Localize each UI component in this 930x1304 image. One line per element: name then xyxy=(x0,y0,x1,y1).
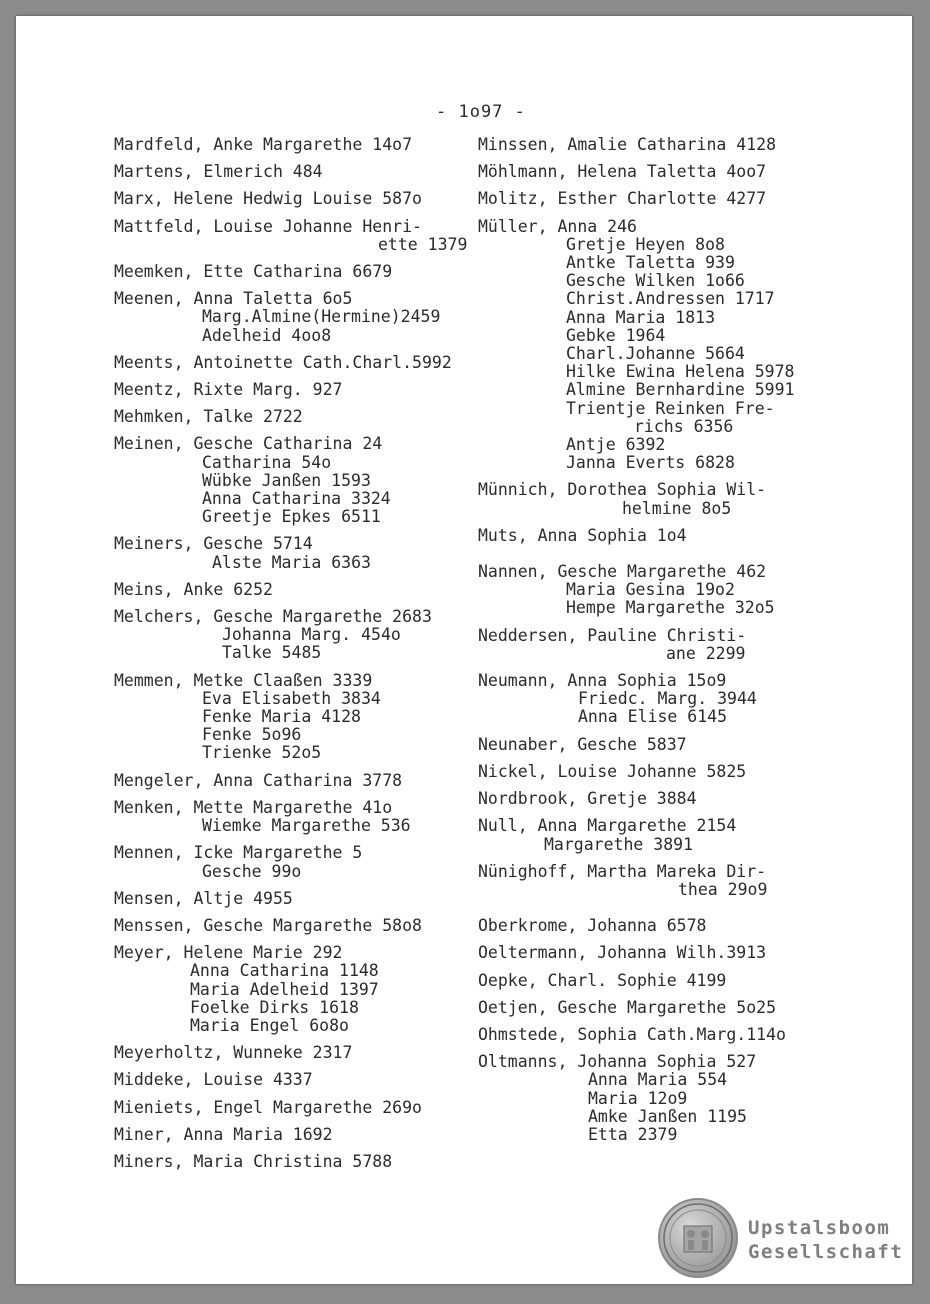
register-entry xyxy=(478,563,838,618)
entry-surname-line: Meenen, Anna Taletta 6o5 xyxy=(114,289,353,309)
entry-surname-line: Mattfeld, Louise Johanne Henri- xyxy=(114,216,422,236)
register-entry xyxy=(114,581,474,599)
entry-surname-line: Meents, Antoinette Cath.Charl.5992 xyxy=(114,352,452,372)
entry-surname-line: Minssen, Amalie Catharina 4128 xyxy=(478,135,777,154)
society-seal-icon xyxy=(658,1198,738,1278)
register-entry xyxy=(114,1126,474,1144)
register-entry xyxy=(478,863,838,899)
entry-continuation-line: Margarethe 3891 xyxy=(544,834,694,854)
entry-continuation-line: Christ.Andressen 1717 xyxy=(566,289,775,309)
entry-surname-line: Oepke, Charl. Sophie 4199 xyxy=(478,970,727,990)
entry-continuation-line: Hilke Ewina Helena 5978 xyxy=(566,362,795,382)
entry-surname-line: Meentz, Rixte Marg. 927 xyxy=(114,380,343,400)
register-entry xyxy=(114,408,474,426)
entry-surname-line: Marx, Helene Hedwig Louise 587o xyxy=(114,189,422,209)
register-entry xyxy=(478,481,838,517)
entry-continuation-line: Marg.Almine(Hermine)2459 xyxy=(202,307,441,327)
register-entry xyxy=(478,1026,838,1044)
register-entry xyxy=(478,736,838,754)
register-entry xyxy=(478,817,838,853)
entry-surname-line: Martens, Elmerich 484 xyxy=(114,162,323,182)
register-entry xyxy=(114,163,474,181)
entry-continuation-line: Fenke Maria 4128 xyxy=(202,707,361,727)
register-entry xyxy=(114,136,474,154)
register-entry xyxy=(114,944,474,1035)
entry-surname-line: Möhlmann, Helena Taletta 4oo7 xyxy=(478,162,767,182)
register-entry xyxy=(114,263,474,281)
register-entry xyxy=(114,535,474,571)
entry-surname-line: Mehmken, Talke 2722 xyxy=(114,407,303,427)
entry-continuation-line: Catharina 54o xyxy=(202,452,332,472)
register-entry xyxy=(114,799,474,835)
entry-surname-line: Meemken, Ette Catharina 6679 xyxy=(114,262,393,282)
entry-continuation-line: Wübke Janßen 1593 xyxy=(202,470,371,490)
entry-surname-line: Mennen, Icke Margarethe 5 xyxy=(114,843,363,863)
register-entry xyxy=(478,763,838,781)
entry-surname-line: Meyer, Helene Marie 292 xyxy=(114,943,343,963)
register-entry xyxy=(114,435,474,526)
entry-surname-line: Müller, Anna 246 xyxy=(478,216,637,236)
register-entry xyxy=(478,163,838,181)
register-column-left xyxy=(114,136,474,1180)
entry-surname-line: Molitz, Esther Charlotte 4277 xyxy=(478,189,767,209)
entry-continuation-line: Gebke 1964 xyxy=(566,325,666,345)
register-entry xyxy=(114,1071,474,1089)
entry-continuation-line: Foelke Dirks 1618 xyxy=(190,997,359,1017)
register-entry xyxy=(114,1044,474,1062)
entry-continuation-line: Gesche 99o xyxy=(202,861,302,881)
entry-continuation-line: Maria 12o9 xyxy=(588,1088,688,1108)
brand-line-2: Gesellschaft xyxy=(748,1241,904,1263)
register-entry xyxy=(478,917,838,935)
entry-surname-line: Memmen, Metke Claaßen 3339 xyxy=(114,670,373,690)
entry-surname-line: Miner, Anna Maria 1692 xyxy=(114,1124,333,1144)
entry-continuation-line: Johanna Marg. 454o xyxy=(222,625,401,645)
entry-continuation-line: Anna Catharina 3324 xyxy=(202,489,391,509)
entry-continuation-line: Wiemke Margarethe 536 xyxy=(202,816,411,836)
entry-continuation-line: thea 29o9 xyxy=(678,879,768,899)
entry-continuation-line: Trienke 52o5 xyxy=(202,743,322,763)
register-entry xyxy=(114,190,474,208)
register-entry xyxy=(114,354,474,372)
register-entry xyxy=(114,290,474,345)
entry-surname-line: Meins, Anke 6252 xyxy=(114,579,273,599)
entry-continuation-line: Etta 2379 xyxy=(588,1124,678,1144)
entry-surname-line: Neddersen, Pauline Christi- xyxy=(478,625,747,645)
entry-continuation-line: Greetje Epkes 6511 xyxy=(202,507,381,527)
register-entry xyxy=(114,844,474,880)
page-number: - 1o97 - xyxy=(436,102,526,122)
entry-surname-line: Nünighoff, Martha Mareka Dir- xyxy=(478,861,767,881)
entry-continuation-line: Eva Elisabeth 3834 xyxy=(202,688,381,708)
document-page xyxy=(16,16,912,1284)
register-entry xyxy=(114,608,474,663)
register-entry xyxy=(114,1099,474,1117)
register-entry xyxy=(114,381,474,399)
society-brand xyxy=(748,1216,903,1264)
entry-surname-line: Oetjen, Gesche Margarethe 5o25 xyxy=(478,997,777,1017)
entry-surname-line: Mardfeld, Anke Margarethe 14o7 xyxy=(114,135,413,154)
register-entry xyxy=(114,917,474,935)
entry-continuation-line: Almine Bernhardine 5991 xyxy=(566,380,795,400)
entry-continuation-line: Anna Maria 554 xyxy=(588,1070,728,1090)
entry-surname-line: Nickel, Louise Johanne 5825 xyxy=(478,761,747,781)
entry-continuation-line: Anna Maria 1813 xyxy=(566,307,716,327)
register-entry xyxy=(478,790,838,808)
entry-continuation-line: Talke 5485 xyxy=(222,643,322,663)
entry-continuation-line: Maria Adelheid 1397 xyxy=(190,979,379,999)
entry-surname-line: Nannen, Gesche Margarethe 462 xyxy=(478,562,767,582)
register-entry xyxy=(114,218,474,254)
entry-continuation-line: Anna Elise 6145 xyxy=(578,707,728,727)
entry-surname-line: Ohmstede, Sophia Cath.Marg.114o xyxy=(478,1024,786,1044)
entry-continuation-line: Amke Janßen 1195 xyxy=(588,1106,747,1126)
entry-surname-line: Null, Anna Margarethe 2154 xyxy=(478,816,737,836)
entry-surname-line: Mengeler, Anna Catharina 3778 xyxy=(114,770,403,790)
entry-surname-line: Muts, Anna Sophia 1o4 xyxy=(478,525,687,545)
entry-surname-line: Meinen, Gesche Catharina 24 xyxy=(114,434,383,454)
entry-continuation-line: Maria Gesina 19o2 xyxy=(566,580,735,600)
register-entry xyxy=(478,190,838,208)
register-entry xyxy=(478,672,838,727)
brand-line-1: Upstalsboom xyxy=(748,1217,891,1239)
register-entry xyxy=(478,1053,838,1144)
entry-surname-line: Neumann, Anna Sophia 15o9 xyxy=(478,671,727,691)
entry-continuation-line: Fenke 5o96 xyxy=(202,725,302,745)
entry-continuation-line: Adelheid 4oo8 xyxy=(202,325,332,345)
entry-surname-line: Mensen, Altje 4955 xyxy=(114,888,293,908)
register-column-right xyxy=(478,136,838,1153)
entry-continuation-line: Charl.Johanne 5664 xyxy=(566,344,745,364)
entry-surname-line: Menken, Mette Margarethe 41o xyxy=(114,797,393,817)
entry-surname-line: Melchers, Gesche Margarethe 2683 xyxy=(114,607,432,627)
entry-surname-line: Meiners, Gesche 5714 xyxy=(114,534,313,554)
register-entry xyxy=(478,627,838,663)
entry-surname-line: Meyerholtz, Wunneke 2317 xyxy=(114,1043,353,1063)
entry-continuation-line: Janna Everts 6828 xyxy=(566,453,735,473)
entry-continuation-line: Gesche Wilken 1o66 xyxy=(566,271,745,291)
register-entry xyxy=(114,890,474,908)
entry-surname-line: Münnich, Dorothea Sophia Wil- xyxy=(478,480,767,500)
register-entry xyxy=(478,218,838,473)
entry-continuation-line: Hempe Margarethe 32o5 xyxy=(566,598,775,618)
entry-continuation-line: Antke Taletta 939 xyxy=(566,253,735,273)
entry-surname-line: Mieniets, Engel Margarethe 269o xyxy=(114,1097,422,1117)
entry-continuation-line: Trientje Reinken Fre- xyxy=(566,398,775,418)
entry-surname-line: Menssen, Gesche Margarethe 58o8 xyxy=(114,915,422,935)
register-entry xyxy=(114,672,474,763)
register-entry xyxy=(114,1153,474,1171)
register-entry xyxy=(478,944,838,962)
entry-surname-line: Nordbrook, Gretje 3884 xyxy=(478,789,697,809)
entry-continuation-line: richs 6356 xyxy=(634,416,734,436)
entry-surname-line: Middeke, Louise 4337 xyxy=(114,1070,313,1090)
entry-surname-line: Oeltermann, Johanna Wilh.3913 xyxy=(478,943,767,963)
entry-continuation-line: Alste Maria 6363 xyxy=(212,552,371,572)
entry-continuation-line: Antje 6392 xyxy=(566,435,666,455)
entry-surname-line: Oltmanns, Johanna Sophia 527 xyxy=(478,1052,757,1072)
register-entry xyxy=(478,999,838,1017)
entry-continuation-line: helmine 8o5 xyxy=(622,498,732,518)
entry-continuation-line: Anna Catharina 1148 xyxy=(190,961,379,981)
register-entry xyxy=(478,136,838,154)
entry-continuation-line: Friedc. Marg. 3944 xyxy=(578,689,757,709)
register-entry xyxy=(478,972,838,990)
entry-surname-line: Oberkrome, Johanna 6578 xyxy=(478,916,707,936)
entry-continuation-line: Maria Engel 6o8o xyxy=(190,1015,349,1035)
entry-surname-line: Neunaber, Gesche 5837 xyxy=(478,734,687,754)
entry-continuation-line: ane 2299 xyxy=(666,643,746,663)
register-entry xyxy=(114,772,474,790)
entry-continuation-line: ette 1379 xyxy=(378,234,468,254)
register-entry xyxy=(478,527,838,545)
entry-surname-line: Miners, Maria Christina 5788 xyxy=(114,1151,393,1171)
entry-continuation-line: Gretje Heyen 8o8 xyxy=(566,234,725,254)
